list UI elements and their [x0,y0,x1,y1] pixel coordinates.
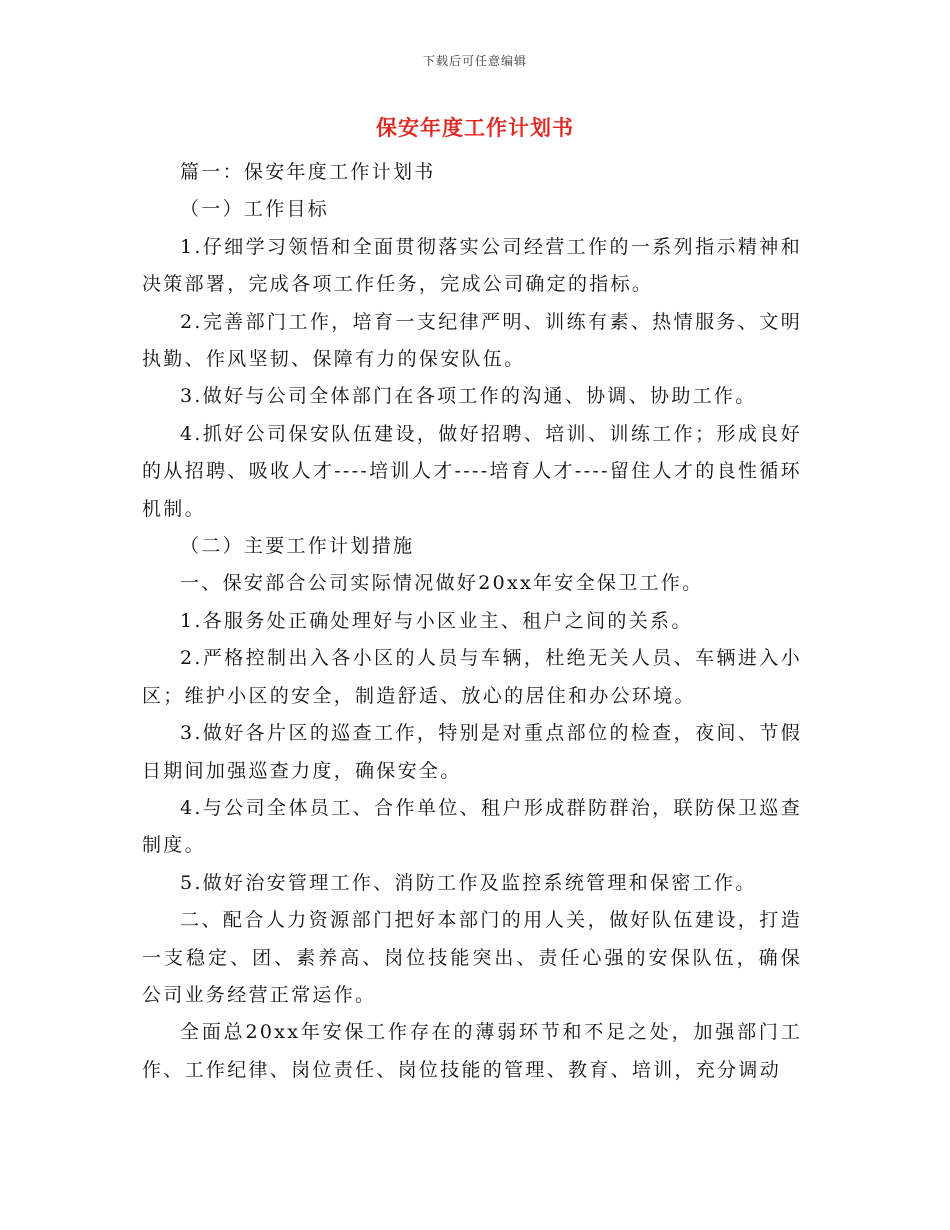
paragraph-measure-one: 一、保安部合公司实际情况做好20xx年安全保卫工作。 [180,572,704,595]
paragraph-goal-1: 1.仔细学习领悟和全面贯彻落实公司经营工作的一系列指示精神和决策部署，完成各项工作任务，完成公司确定的指标。 [142,235,802,296]
paragraph-measure-two: 二、配合人力资源部门把好本部门的用人关，做好队伍建设，打造一支稳定、团、素养高、岗位技能突出、责任心强的安保队伍，确保公司业务经营正常运作。 [142,909,802,1006]
paragraph-goals-heading: （一）工作目标 [180,198,330,221]
paragraph-measure-4: 4.与公司全体员工、合作单位、租户形成群防群治，联防保卫巡查制度。 [142,796,802,857]
paragraph-goal-3: 3.做好与公司全体部门在各项工作的沟通、协调、协助工作。 [180,385,757,408]
paragraph-goal-4: 4.抓好公司保安队伍建设，做好招聘、培训、训练工作；形成良好的从招聘、吸收人才----培训人才----培育人才----留住人才的良性循环机制。 [142,422,802,520]
paragraph-measure-2: 2.严格控制出入各小区的人员与车辆，杜绝无关人员、车辆进入小区；维护小区的安全，制造舒适、放心的居住和办公环境。 [142,647,802,707]
paragraph-summary: 全面总20xx年安保工作存在的薄弱环节和不足之处，加强部门工作、工作纪律、岗位责任、岗位技能的管理、教育、培训，充分调动 [142,1021,802,1081]
document-title: 保安年度工作计划书 [376,115,574,140]
paragraph-measure-3: 3.做好各片区的巡查工作，特别是对重点部位的检查，夜间、节假日期间加强巡查力度，确保安全。 [142,722,802,782]
paragraph-measures-heading: （二）主要工作计划措施 [180,535,415,558]
paragraph-goal-2: 2.完善部门工作，培育一支纪律严明、训练有素、热情服务、文明执勤、作风坚韧、保障有力的保安队伍。 [142,310,802,371]
paragraph-measure-1: 1.各服务处正确处理好与小区业主、租户之间的关系。 [180,609,693,632]
paragraph-section-heading: 篇一：保安年度工作计划书 [180,161,436,183]
page-header-note: 下载后可任意编辑 [422,54,527,68]
document-body [142,154,802,1089]
paragraph-measure-5: 5.做好治安管理工作、消防工作及监控系统管理和保密工作。 [180,871,757,894]
